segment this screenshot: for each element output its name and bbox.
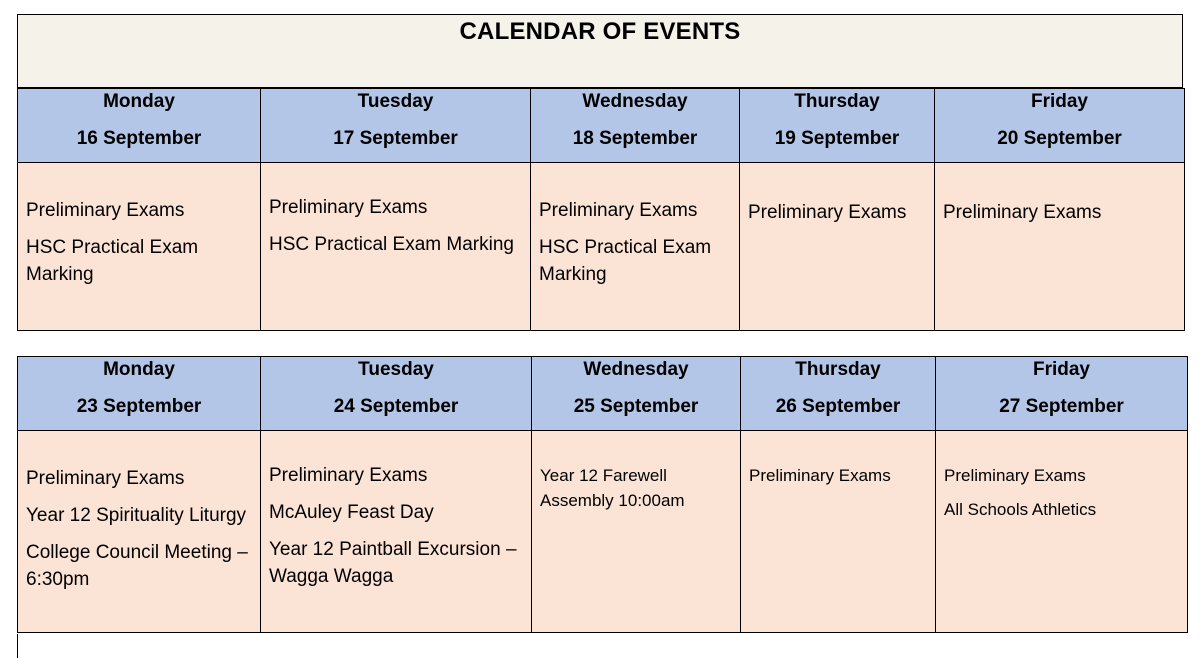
day-header: [261, 357, 532, 431]
event-item: Preliminary Exams: [26, 200, 185, 221]
day-name: Tuesday: [358, 359, 434, 380]
event-item: Preliminary Exams: [26, 468, 185, 489]
day-header: [531, 89, 740, 163]
calendar-title-box: [17, 14, 1183, 88]
day-events-cell: [18, 431, 261, 633]
day-events-cell: [261, 163, 531, 331]
event-item: Preliminary Exams: [539, 200, 698, 221]
day-name: Wednesday: [582, 91, 688, 112]
event-item: Preliminary Exams: [269, 465, 428, 486]
day-date: 16 September: [76, 128, 202, 149]
week-2-table: [17, 356, 1188, 633]
day-date: 20 September: [997, 128, 1122, 149]
event-item: HSC Practical Exam Marking: [539, 237, 712, 285]
day-name: Thursday: [795, 359, 881, 380]
event-item: Year 12 Farewell Assembly 10:00am: [540, 466, 685, 510]
event-item: Preliminary Exams: [269, 197, 428, 218]
week-1-header-row: [18, 89, 1185, 163]
day-name: Thursday: [794, 91, 880, 112]
day-date: 27 September: [999, 396, 1124, 417]
day-events-cell: [532, 431, 741, 633]
day-events-cell: [741, 431, 936, 633]
day-date: 19 September: [774, 128, 900, 149]
day-header: [740, 89, 935, 163]
day-header: [936, 357, 1188, 431]
day-date: 25 September: [573, 396, 699, 417]
event-item: HSC Practical Exam Marking: [26, 237, 199, 285]
day-events-cell: [935, 163, 1185, 331]
calendar-title: CALENDAR OF EVENTS: [459, 18, 741, 45]
event-item: McAuley Feast Day: [269, 502, 434, 523]
event-item: Preliminary Exams: [944, 466, 1086, 485]
day-events-cell: [18, 163, 261, 331]
day-header: [532, 357, 741, 431]
page-border-stub: [17, 634, 18, 658]
day-name: Friday: [1032, 359, 1091, 380]
day-date: 23 September: [76, 396, 202, 417]
day-name: Monday: [103, 91, 175, 112]
day-header: [741, 357, 936, 431]
day-header: [261, 89, 531, 163]
event-item: All Schools Athletics: [944, 500, 1097, 519]
week-2-header-row: [18, 357, 1188, 431]
day-name: Monday: [103, 359, 175, 380]
day-date: 17 September: [333, 128, 458, 149]
event-item: Preliminary Exams: [748, 202, 907, 223]
event-item: HSC Practical Exam Marking: [269, 234, 514, 255]
day-events-cell: [740, 163, 935, 331]
week-2-events-row: [18, 431, 1188, 633]
event-item: Preliminary Exams: [943, 202, 1102, 223]
day-date: 18 September: [572, 128, 698, 149]
day-events-cell: [531, 163, 740, 331]
event-item: Year 12 Paintball Excursion – Wagga Wagga: [269, 539, 517, 587]
day-name: Wednesday: [583, 359, 689, 380]
event-item: Year 12 Spirituality Liturgy: [26, 505, 247, 526]
day-header: [935, 89, 1185, 163]
day-events-cell: [261, 431, 532, 633]
day-header: [18, 357, 261, 431]
day-header: [18, 89, 261, 163]
week-1-table: [17, 88, 1185, 331]
week-1-events-row: [18, 163, 1185, 331]
day-date: 26 September: [775, 396, 901, 417]
day-events-cell: [936, 431, 1188, 633]
event-item: College Council Meeting – 6:30pm: [26, 542, 248, 590]
day-name: Friday: [1030, 91, 1089, 112]
day-date: 24 September: [333, 396, 459, 417]
event-item: Preliminary Exams: [749, 466, 891, 485]
day-name: Tuesday: [357, 91, 434, 112]
